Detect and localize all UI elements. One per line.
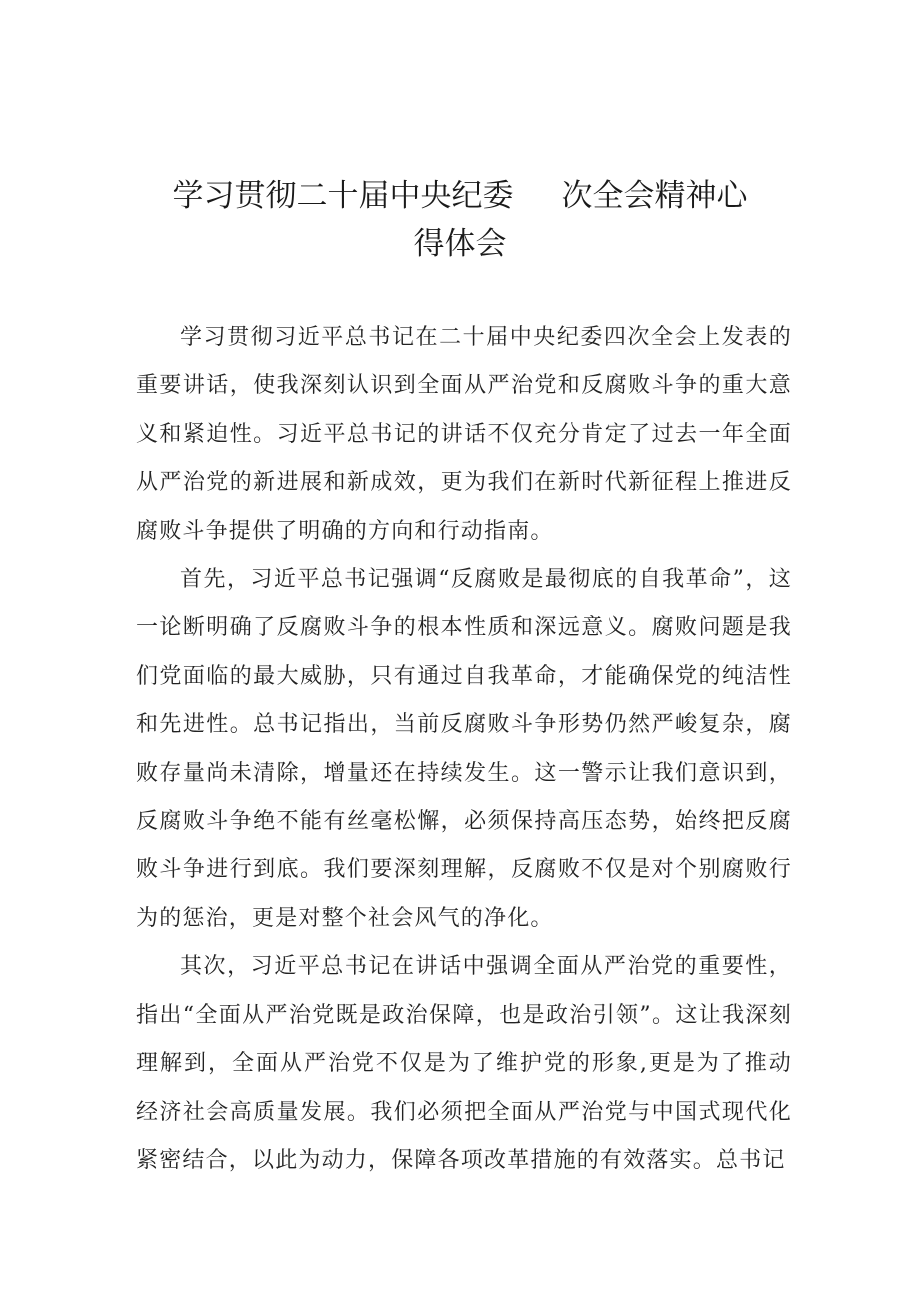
title-line1-part1: 学习贯彻二十届中央纪委 (172, 178, 514, 214)
document-title (130, 172, 790, 268)
title-line1-part2: 次全会精神心 (561, 178, 748, 214)
title-line2: 得体会 (413, 226, 507, 262)
paragraph-1: 学习贯彻习近平总书记在二十届中央纪委四次全会上发表的重要讲话，使我深刻认识到全面从严治党和反腐败斗争的重大意义和紧迫性。习近平总书记的讲话不仅充分肯定了过去一年全面从严治党的新进展和新成效，更为我们在新时代新征程上推进反腐败斗争提供了明确的方向和行动指南。 (136, 325, 792, 544)
paragraph-3: 其次，习近平总书记在讲话中强调全面从严治党的重要性，指出“全面从严治党既是政治保障，也是政治引领”。这让我深刻理解到，全面从严治党不仅是为了维护党的形象,更是为了推动经济社会高质量发展。我们必须把全面从严治党与中国式现代化紧密结合，以此为动力，保障各项改革措施的有效落实。总书记 (136, 954, 792, 1173)
paragraph-2: 首先，习近平总书记强调“反腐败是最彻底的自我革命”，这一论断明确了反腐败斗争的根本性质和深远意义。腐败问题是我们党面临的最大威胁，只有通过自我革命，才能确保党的纯洁性和先进性。总书记指出，当前反腐败斗争形势仍然严峻复杂，腐败存量尚未清除，增量还在持续发生。这一警示让我们意识到，反腐败斗争绝不能有丝毫松懈，必须保持高压态势，始终把反腐败斗争进行到底。我们要深刻理解，反腐败不仅是对个别腐败行为的惩治，更是对整个社会风气的净化。 (136, 567, 792, 931)
document-body (136, 314, 792, 1185)
